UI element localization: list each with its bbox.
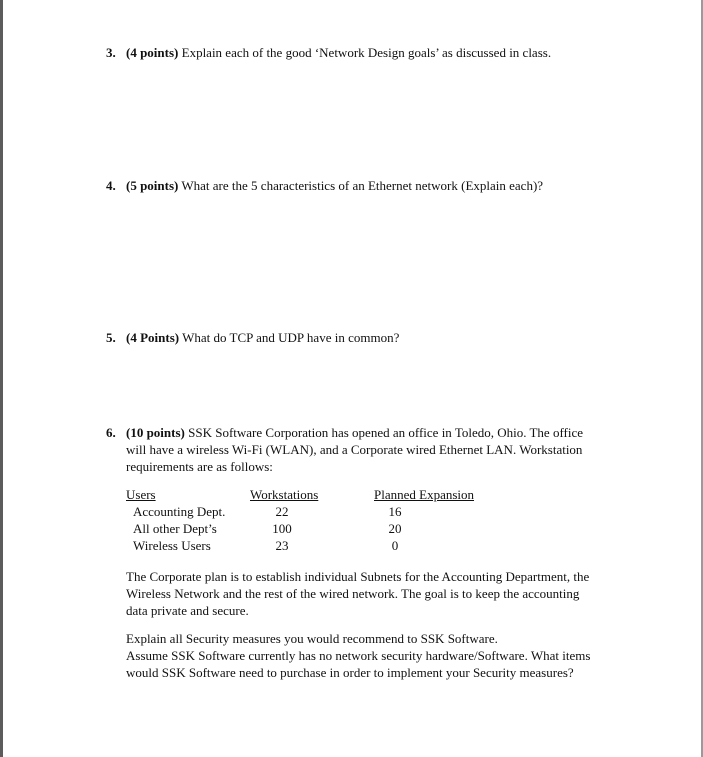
table-cell-expansion: 20 [388, 521, 402, 536]
paragraph-line: would SSK Software need to purchase in order to implement your Security measures? [126, 665, 574, 680]
table-header-workstations: Workstations [250, 487, 319, 502]
question-number: 6. [106, 425, 116, 440]
table-cell-user: Wireless Users [133, 538, 211, 553]
corporate-plan-paragraph [126, 568, 626, 619]
question-number: 4. [106, 178, 116, 193]
question-text: What are the 5 characteristics of an Ethernet network (Explain each)? [178, 178, 544, 193]
question-body [126, 329, 626, 346]
paragraph-line: The Corporate plan is to establish individual Subnets for the Accounting Department, the [126, 569, 590, 584]
question-body [126, 177, 626, 194]
question-line-1 [126, 424, 626, 441]
question-text: Explain each of the good ‘Network Design goals’ as discussed in class. [178, 45, 552, 60]
question-text: SSK Software Corporation has opened an office in Toledo, Ohio. The office [184, 425, 584, 440]
question-text: What do TCP and UDP have in common? [179, 330, 400, 345]
paragraph-line: Wireless Network and the rest of the wired network. The goal is to keep the accounting [126, 586, 580, 601]
question-line-3: requirements are as follows: [126, 459, 273, 474]
table-cell-expansion: 0 [391, 538, 399, 553]
page-left-border [0, 0, 3, 757]
paragraph-line: data private and secure. [126, 603, 249, 618]
question-body [126, 424, 626, 475]
paragraph-line: Explain all Security measures you would recommend to SSK Software. [126, 631, 498, 646]
table-cell-workstations: 100 [272, 521, 292, 536]
security-measures-paragraph [126, 630, 626, 681]
question-number: 5. [106, 330, 116, 345]
question-number: 3. [106, 45, 116, 60]
question-points: (10 points) [126, 425, 185, 440]
table-header-users: Users [126, 487, 156, 502]
paragraph-line: Assume SSK Software currently has no network security hardware/Software. What items [126, 648, 591, 663]
table-cell-user: All other Dept’s [133, 521, 217, 536]
question-line-2: will have a wireless Wi-Fi (WLAN), and a Corporate wired Ethernet LAN. Workstation [126, 442, 583, 457]
question-body [126, 44, 626, 61]
question-points: (5 points) [126, 178, 179, 193]
question-points: (4 points) [126, 45, 179, 60]
workstation-requirements-table [126, 486, 506, 556]
table-cell-workstations: 22 [275, 504, 289, 519]
table-cell-user: Accounting Dept. [133, 504, 226, 519]
question-points: (4 Points) [126, 330, 180, 345]
table-cell-workstations: 23 [275, 538, 289, 553]
table-header-planned-expansion: Planned Expansion [374, 487, 475, 502]
table-cell-expansion: 16 [388, 504, 402, 519]
